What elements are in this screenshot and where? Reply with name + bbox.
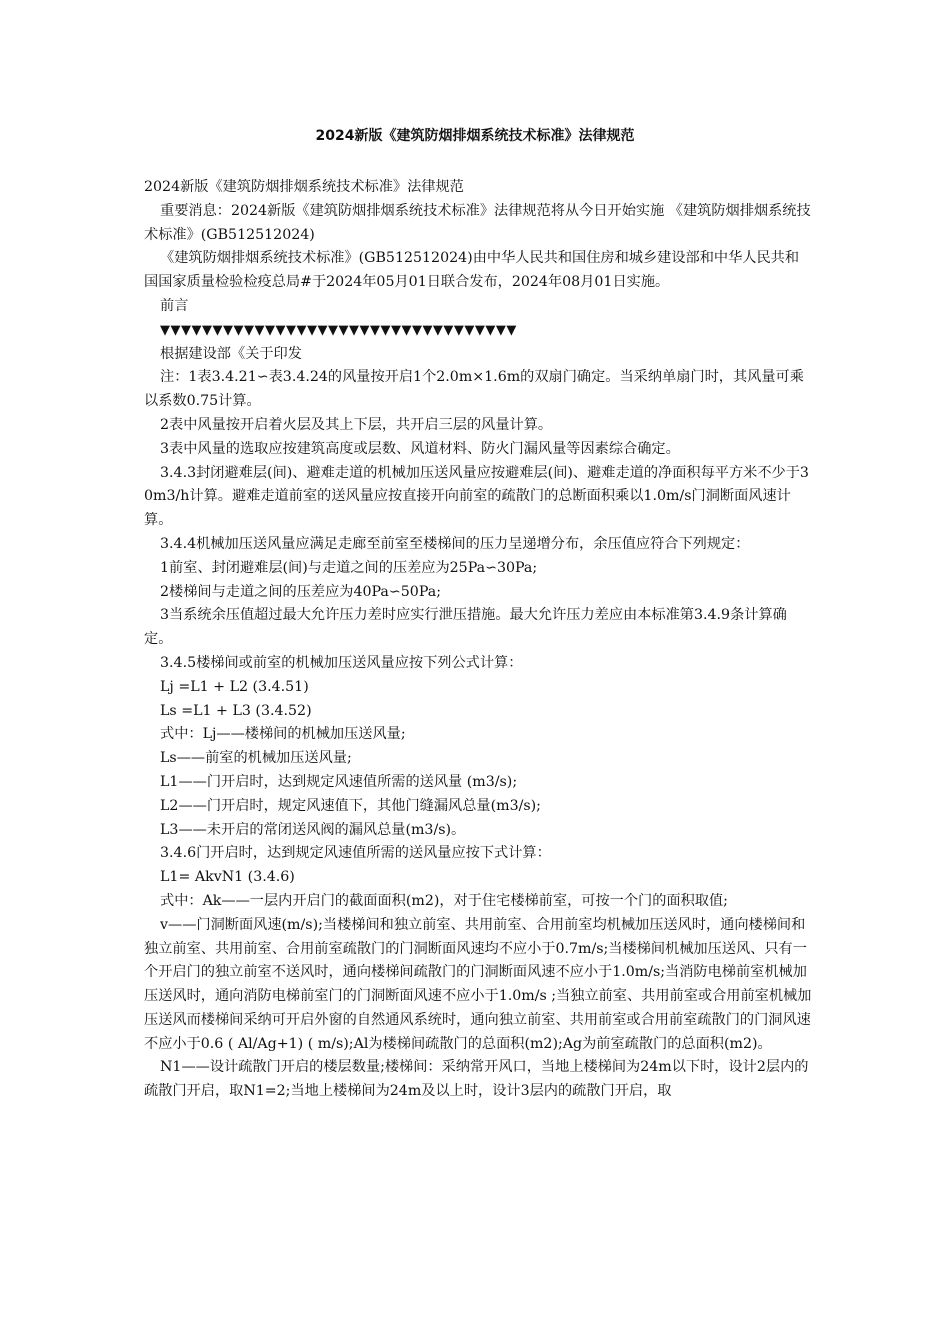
paragraph: 注：1表3.4.21∽表3.4.24的风量按开启1个2.0m×1.6m的双扇门确定。当采纳单扇门时，其风量可乘以系数0.75计算。 <box>144 369 804 410</box>
paragraph: 式中：Lj——楼梯间的机械加压送风量; <box>160 726 406 743</box>
paragraph: 前言 <box>160 297 189 314</box>
paragraph: 《建筑防烟排烟系统技术标准》(GB512512024)由中华人民共和国住房和城乡建设部和中华人民共和国国家质量检验检疫总局#于2024年05月01日联合发布，2024年08月01日实施。 <box>144 250 800 291</box>
paragraph: Ls——前室的机械加压送风量; <box>160 750 352 767</box>
paragraph: L3——未开启的常闭送风阀的漏风总量(m3/s)。 <box>160 821 466 838</box>
paragraph: 3表中风量的选取应按建筑高度或层数、风道材料、防火门漏风量等因素综合确定。 <box>160 440 680 457</box>
paragraph: v——门洞断面风速(m/s);当楼梯间和独立前室、共用前室、合用前室均机械加压送风时，通向楼梯间和独立前室、共用前室、合用前室疏散门的门洞断面风速均不应小于0.7m/s;当楼梯间机械加压送风、只有一个开启门的独立前室不送风时，通向楼梯间疏散门的门洞断面风速不应小于1.0m/s;当消防电梯前室机械加压送风时，通向消防电梯前室门的门洞断面风速不应小于1.0m/s ;当独立前室、共用前室或合用前室机械加压送风而楼梯间采纳可开启外窗的自然通风系统时，通向独立前室、共用前室或合用前室疏散门的门洞风速不应小于0.6 ( Al/Ag+1) ( m/s);Al为楼梯间疏散门的总面积(m2);Ag为前室疏散门的总面积(m2)。 <box>144 916 812 1052</box>
paragraph: 2024新版《建筑防烟排烟系统技术标准》法律规范 <box>144 179 464 195</box>
paragraph: 式中：Ak——一层内开启门的截面面积(m2)，对于住宅楼梯前室，可按一个门的面积取值; <box>160 892 728 909</box>
document-title: 2024新版《建筑防烟排烟系统技术标准》法律规范 <box>315 128 635 144</box>
paragraph: L1= AkvN1 (3.4.6) <box>160 869 295 886</box>
paragraph: 3.4.6门开启时，达到规定风速值所需的送风量应按下式计算： <box>160 845 551 862</box>
paragraph: 2表中风量按开启着火层及其上下层，共开启三层的风量计算。 <box>160 416 553 433</box>
paragraph: Ls =L1 + L3 (3.4.52) <box>160 702 312 719</box>
divider-arrows: ▼▼▼▼▼▼▼▼▼▼▼▼▼▼▼▼▼▼▼▼▼▼▼▼▼▼▼▼▼▼▼▼▼▼ <box>160 322 517 338</box>
paragraph: L1——门开启时，达到规定风速值所需的送风量 (m3/s); <box>160 773 518 790</box>
document-body <box>144 176 812 1104</box>
paragraph: 2楼梯间与走道之间的压差应为40Pa∽50Pa; <box>160 583 441 600</box>
paragraph: 重要消息：2024新版《建筑防烟排烟系统技术标准》法律规范将从今日开始实施 《建筑防烟排烟系统技术标准》(GB512512024) <box>144 202 811 243</box>
paragraph: L2——门开启时，规定风速值下，其他门缝漏风总量(m3/s); <box>160 797 541 814</box>
paragraph: N1——设计疏散门开启的楼层数量;楼梯间：采纳常开风口，当地上楼梯间为24m以下时，设计2层内的疏散门开启，取N1=2;当地上楼梯间为24m及以上时，设计3层内的疏散门开启，取 <box>144 1059 809 1100</box>
paragraph: 1前室、封闭避难层(间)与走道之间的压差应为25Pa∽30Pa; <box>160 559 538 576</box>
paragraph: 3当系统余压值超过最大允许压力差时应实行泄压措施。最大允许压力差应由本标准第3.4.9条计算确定。 <box>144 607 787 648</box>
paragraph: 3.4.4机械加压送风量应满足走廊至前室至楼梯间的压力呈递增分布，余压值应符合下列规定： <box>160 535 750 552</box>
paragraph: Lj =L1 + L2 (3.4.51) <box>160 678 309 695</box>
paragraph: 根据建设部《关于印发 <box>160 345 302 362</box>
paragraph: 3.4.5楼梯间或前室的机械加压送风量应按下列公式计算： <box>160 654 523 671</box>
paragraph: 3.4.3封闭避难层(间)、避难走道的机械加压送风量应按避难层(间)、避难走道的净面积每平方米不少于30m3/h计算。避难走道前室的送风量应按直接开向前室的疏散门的总断面积乘以1.0m/s门洞断面风速计算。 <box>144 464 809 529</box>
